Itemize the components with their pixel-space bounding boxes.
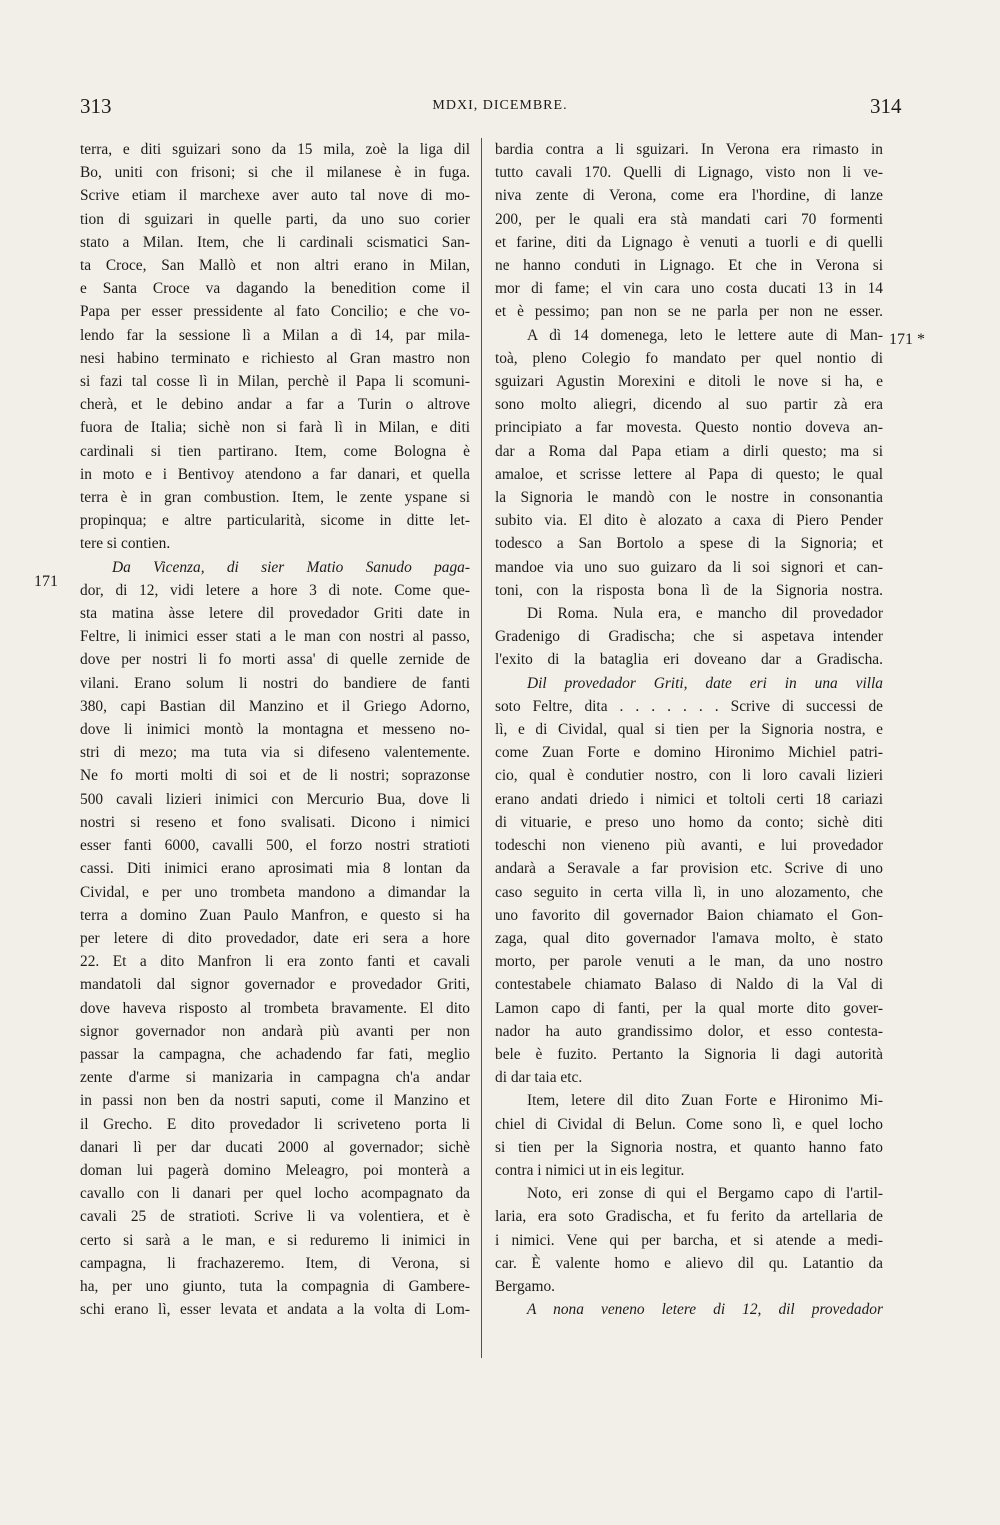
text-line: ta Croce, San Mallò et non altri erano in Milan, [80, 257, 470, 275]
text-line: stri di mezo; ma tuta via si difeseno valentemente. [80, 744, 470, 762]
text-line: dor, di 12, vidi letere a hore 3 di note. Come que- [80, 581, 470, 599]
text-line: in moto e i Bentivoy atendono a far danari, et quella [80, 465, 470, 483]
text-line: mandoe via uno suo guizaro da li soi signori et can- [495, 558, 883, 576]
text-line: dove li inimici montò la montagna et messeno no- [80, 721, 470, 739]
text-line: terra è in gran combustion. Item, le zente yspane si [80, 489, 470, 507]
text-line: di vituarie, e preso uno homo da conto; sichè diti [495, 813, 883, 831]
text-line: Bo, uniti con frisoni; si che il milanese è in fuga. [80, 164, 470, 182]
text-line: stato a Milan. Item, che li cardinali scismatici San- [80, 233, 470, 251]
text-line: 500 cavali lizieri inimici con Mercurio Bua, dove li [80, 790, 470, 808]
text-line: contra i nimici ut in eis legitur. [495, 1161, 685, 1179]
text-line: propinqua; e altre particularità, sicome in ditte let- [80, 512, 470, 530]
text-line: ha, per uno giunto, tuta la compagnia di Gamberе- [80, 1277, 470, 1295]
column-rule [481, 138, 482, 1358]
text-line: mandatoli dal signor governador e provedador Griti, [80, 976, 470, 994]
left-column [80, 138, 470, 1321]
text-line: danari lì per dar ducati 2000 al governador; sichè [80, 1138, 470, 1156]
text-line: uno favorito dil governador Baion chiamato el Gon- [495, 906, 883, 924]
text-line: i nimici. Vene qui per barcha, et si atende a medi- [495, 1231, 883, 1249]
text-line: caso seguito in certa villa lì, in uno alozamento, che [495, 883, 883, 901]
text-line: zente d'arme si manizaria in campagna ch'a andar [80, 1069, 470, 1087]
text-line: Noto, eri zonse di qui el Bergamo capo di l'artil- [527, 1185, 883, 1203]
text-line: cassi. Diti inimici erano aprosimati mia 8 lontan da [80, 860, 470, 878]
text-line: bardia contra a li sguizari. In Verona era rimasto in [495, 141, 883, 158]
text-line: Bergamo. [495, 1277, 555, 1295]
text-line: sguizari Agustin Morexini e ditoli le nove si ha, e [495, 373, 883, 391]
text-line: et farine, diti da Lignago è venuti a tuorli e di quelli [495, 233, 883, 251]
text-line: doman lui pagerà domino Meleagro, poi monterà a [80, 1161, 470, 1179]
text-line: cavallo con li danari per quel locho acompagnato da [80, 1185, 470, 1203]
text-line: nostri si reseno et fono svalisati. Dicono i nimici [80, 813, 470, 831]
text-line: Lamon capo di fanti, per la qual morte dito gover- [495, 999, 883, 1017]
page-number-left: 313 [80, 94, 112, 118]
text-line: lendo far la sessione lì a Milan a dì 14, par mila- [80, 326, 470, 344]
text-line: terra a domino Zuan Paulo Manfron, e questo si ha [80, 906, 470, 924]
text-line: tion di sguizari in quelle parti, da uno suo corier [80, 210, 470, 228]
text-line: zaga, qual dito governador l'amava molto, è stato [495, 929, 883, 947]
text-line: vilani. Erano solum li nostri do bandiere de fanti [80, 674, 470, 692]
text-line: cardinali si tien partirano. Item, come Bologna è [80, 442, 470, 460]
text-line: niva zente di Verona, come era l'hordine, di lanze [495, 187, 883, 205]
text-line: e Santa Croce va dagando la benedition come il [80, 280, 470, 298]
text-line: campagna, li frachazeremo. Item, di Verona, si [80, 1254, 470, 1272]
text-line: car. È valente homo e alievo dil qu. Latantio da [495, 1254, 883, 1272]
right-column [495, 138, 883, 1321]
text-line: toni, con la risposta bona lì de la Signoria nostra. [495, 581, 883, 599]
text-line: A nona veneno letere di 12, dil provedador [527, 1301, 883, 1319]
text-line: nador ha auto grandissimo dolor, et esso contesta- [495, 1022, 883, 1040]
text-line: lì, e di Cividal, qual si tien per la Signoria nostra, e [495, 721, 883, 739]
text-line: schi erano lì, esser levata et andata a la volta di Lom- [80, 1301, 470, 1319]
text-line: Feltre, li inimici esser stati a le man con nostri al passo, [80, 628, 470, 646]
text-line: 380, capi Bastian dil Manzino et il Griego Adorno, [80, 697, 470, 715]
text-line: come Zuan Forte e domino Hironimo Michiel patri- [495, 744, 883, 762]
text-line: soto Feltre, dita . . . . . . . Scrive di successi de [495, 697, 883, 715]
text-line: cherà, et le debino andar a far a Turin o altrove [80, 396, 470, 414]
text-line: erano andati driedo i nimici et toltoli certi 18 cariazi [495, 790, 883, 808]
text-line: Dil provedador Griti, date eri in una villa [527, 674, 883, 692]
text-line: esser fanti 6000, cavalli 500, el forzo nostri stratioti [80, 837, 470, 855]
text-line: l'exito di la bataglia eri doveano dar a Gradischa. [495, 651, 883, 669]
text-line: todesco a San Bortolo a spese di la Signoria; et [495, 535, 883, 553]
text-line: Scrive etiam il marchexe aver auto tal nove di mo- [80, 187, 470, 205]
text-line: Da Vicenza, di sier Matio Sanudo paga- [112, 558, 470, 576]
text-line: Item, letere dil dito Zuan Forte e Hironimo Mi- [527, 1092, 883, 1110]
text-line: cio, qual è condutier nostro, con li loro cavali lizieri [495, 767, 883, 785]
text-line: Ne fo morti molti di soi et de li nostri; soprazonse [80, 767, 470, 785]
text-line: contestabele chiamato Balaso di Naldo di la Val di [495, 976, 883, 994]
text-line: bele è fuzito. Pertanto la Signoria li dagi autorità [495, 1045, 883, 1063]
text-line: 22. Et a dito Manfron li era zonto fanti et cavali [80, 953, 470, 971]
text-line: ne hanno conduti in Lignago. Et che in Verona si [495, 257, 883, 275]
text-line: dove per nostri li fo morti assa' di quelle zernide de [80, 651, 470, 669]
margin-note-left: 171 [34, 573, 58, 590]
text-line: certo si sarà a le man, e si reduremo li inimici in [80, 1231, 470, 1249]
text-line: dove haveva risposto al trombeta bravamente. El dito [80, 999, 470, 1017]
text-line: fuora de Italia; sichè non si farà lì in Milan, e diti [80, 419, 470, 437]
text-line: A dì 14 domenega, leto le lettere aute di Man- [527, 326, 883, 344]
text-line: nesi habino terminato e richiesto al Gran mastro non [80, 349, 470, 367]
text-line: 200, per le quali era stà mandati cari 70 formenti [495, 210, 883, 228]
text-line: Papa per esser pressidente al fato Concilio; e che vo- [80, 303, 470, 321]
text-line: mor di fame; el vin cara uno costa ducati 13 in 14 [495, 280, 883, 298]
text-line: passar la campagna, che achadendo far fati, meglio [80, 1045, 470, 1063]
text-line: la Signoria le mandò con le nostre in consonantia [495, 489, 883, 507]
text-line: sono molto aliegri, dicendo al suo partir zà era [495, 396, 883, 414]
text-line: il Grecho. E dito provedador li scriveteno porta li [80, 1115, 470, 1133]
text-line: tutto cavali 170. Quelli di Lignago, visto non li ve- [495, 164, 883, 182]
text-line: toà, pleno Colegio fo mandato per quel nontio di [495, 349, 883, 367]
text-line: Di Roma. Nula era, e mancho dil provedador [527, 605, 883, 623]
text-line: morto, per parole venuti a le man, da uno nostro [495, 953, 883, 971]
text-line: sta matina àsse letere dil provedador Griti date in [80, 605, 470, 623]
text-line: andarà a Seravale a far provision etc. Scrive di uno [495, 860, 883, 878]
text-line: Cividal, e per uno trombeta mandono a dimandar la [80, 883, 470, 901]
text-line: si fazi tal cosse lì in Milan, perchè il Papa li scomuni- [80, 373, 470, 391]
running-head: MDXI, DICEMBRE. [432, 98, 568, 113]
text-line: per letere di dito provedador, date eri sera a hore [80, 929, 470, 947]
text-line: principiato a far movesta. Questo nontio doveva an- [495, 419, 883, 437]
text-line: subito via. El dito è alozato a caxa di Piero Pender [495, 512, 883, 530]
text-line: todeschi non vieneno più avanti, e lui provedador [495, 837, 883, 855]
text-line: in passi non ben da nostri saputi, come il Manzino et [80, 1092, 470, 1110]
text-line: laria, era soto Gradischa, et fu ferito da artellaria de [495, 1208, 883, 1226]
page-number-right: 314 [870, 94, 902, 118]
text-line: chiel di Cividal di Belun. Come sono lì, e quel locho [495, 1115, 883, 1133]
text-line: amaloe, et scrisse lettere al Papa di questo; le qual [495, 465, 883, 483]
text-line: Gradenigo di Gradischa; che si aspetava intender [495, 628, 883, 646]
text-line: di dar taia etc. [495, 1069, 583, 1087]
text-line: tere si contien. [80, 535, 171, 553]
text-line: cavali 25 de stratioti. Scrive li va volentiera, et è [80, 1208, 470, 1226]
text-line: si tien per la Signoria nostra, et quanto hanno fato [495, 1138, 883, 1156]
text-line: et è pessimo; pan non se ne parla per non ne esser. [495, 303, 883, 321]
text-line: terra, e diti sguizari sono da 15 mila, zoè la liga dil [80, 141, 470, 158]
margin-note-right: 171 * [889, 331, 925, 348]
text-line: signor governador non andarà più avanti per non [80, 1022, 470, 1040]
text-line: dar a Roma dal Papa etiam a dirli questo; ma si [495, 442, 883, 460]
